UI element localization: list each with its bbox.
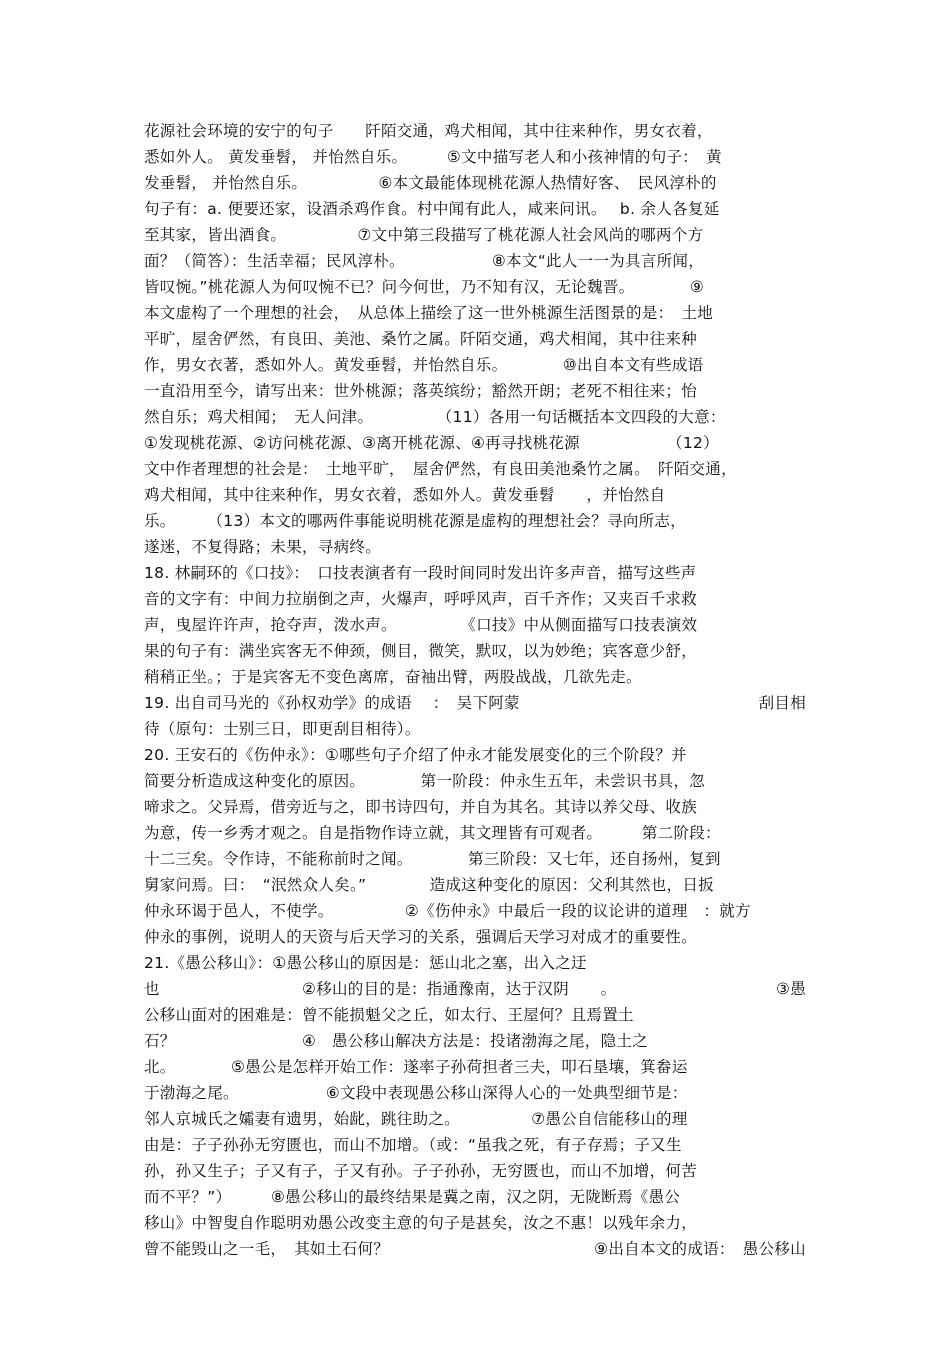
text-line: 孙，孙又生子；子又有子，子又有孙。子子孙孙，无穷匮也，而山不加增，何苦 xyxy=(144,1162,698,1180)
text-line: 果的句子有：满坐宾客无不伸颈，侧目，微笑，默叹，以为妙绝；宾客意少舒， xyxy=(144,642,698,660)
text-line-right: ⑨出自本文的成语： 愚公移山 xyxy=(594,1240,806,1258)
text-line: 为意，传一乡秀才观之。自是指物作诗立就，其文理皆有可观者。 第二阶段： xyxy=(144,824,721,842)
text-line: 移山》中智叟自作聪明劝愚公改变主意的句子是甚矣，汝之不惠！以残年余力， xyxy=(144,1214,698,1232)
text-line: 稍稍正坐。；于是宾客无不变色离席，奋袖出臂，两股战战，几欲先走。 xyxy=(144,668,642,686)
text-line: 作，男女衣著，悉如外人。黄发垂髫，并怡然自乐。 ⑩出自本文有些成语 xyxy=(144,356,704,374)
text-line: 音的文字有：中间力拉崩倒之声，火爆声，呼呼风声，百千齐作；又夹百千求救 xyxy=(144,590,698,608)
text-line: 鸡犬相闻，其中往来种作，男女衣着，悉如外人。黄发垂髫 ，并怡然自 xyxy=(144,486,666,504)
text-line: 于渤海之尾。 ⑥文段中表现愚公移山深得人心的一处典型细节是： xyxy=(144,1084,688,1102)
text-line: 十二三矣。令作诗，不能称前时之闻。 第三阶段：又七年，还自扬州，复到 xyxy=(144,850,721,868)
text-line: 面？（简答）：生活幸福；民风淳朴。 ⑧本文“此人一一为具言所闻， xyxy=(144,252,705,270)
text-line: 遂迷，不复得路；未果，寻病终。 xyxy=(144,538,382,556)
text-line: 悉如外人。 黄发垂髫， 并怡然自乐。 ⑤文中描写老人和小孩神情的句子： 黄 xyxy=(144,148,722,166)
text-line: 19. 出自司马光的《孙权劝学》的成语 ： 吴下阿蒙 xyxy=(144,694,520,712)
text-line: 18. 林嗣环的《口技》： 口技表演者有一段时间同时发出许多声音，描写这些声 xyxy=(144,564,697,582)
text-line: 花源社会环境的安宁的句子 阡陌交通，鸡犬相闻，其中往来种作，男女衣着， xyxy=(144,122,713,140)
text-line: 21.《愚公移山》：①愚公移山的原因是：惩山北之塞，出入之迂 xyxy=(144,954,587,972)
text-line: 至其家，皆出酒食。 ⑦文中第三段描写了桃花源人社会风尚的哪两个方 xyxy=(144,226,704,244)
text-line: 仲永环谒于邑人，不使学。 ②《伤仲永》中最后一段的议论讲的道理 ：就方 xyxy=(144,902,751,920)
text-line: 句子有：a. 便要还家，设酒杀鸡作食。村中闻有此人，咸来问讯。 b. 余人各复延 xyxy=(144,200,720,218)
text-line: 皆叹惋。”桃花源人为何叹惋不已？问今何世，乃不知有汉，无论魏晋。 ⑨ xyxy=(144,278,705,296)
text-line: 舅家问焉。曰： “泯然众人矣。” 造成这种变化的原因：父利其然也，日扳 xyxy=(144,876,714,894)
text-line: 仲永的事例，说明人的天资与后天学习的关系，强调后天学习对成才的重要性。 xyxy=(144,928,698,946)
text-line: 乐。 （13）本文的哪两件事能说明桃花源是虚构的理想社会？寻向所志， xyxy=(144,512,687,530)
text-line-right: ③愚 xyxy=(776,980,806,998)
text-line: ①发现桃花源、②访问桃花源、③离开桃花源、④再寻找桃花源 （12） xyxy=(144,434,719,452)
text-line: 由是：子子孙孙无穷匮也，而山不加增。（或：“虽我之死，有子存焉；子又生 xyxy=(144,1136,682,1154)
text-line: 然自乐；鸡犬相闻； 无人问津。 （11）各用一句话概括本文四段的大意： xyxy=(144,408,726,426)
text-line: 声，曳屋许许声，抢夺声，泼水声。 《口技》中从侧面描写口技表演效 xyxy=(144,616,698,634)
text-line: 本文虚构了一个理想的社会， 从总体上描绘了这一世外桃源生活图景的是： 土地 xyxy=(144,304,714,322)
text-line: 而不平？”） ⑧愚公移山的最终结果是冀之南，汉之阴，无陇断焉《愚公 xyxy=(144,1188,681,1206)
text-line: 公移山面对的困难是：曾不能损魁父之丘，如太行、王屋何？且焉置土 xyxy=(144,1006,634,1024)
text-line: 待（原句：士别三日，即更刮目相待）。 xyxy=(144,720,421,738)
text-line: 曾不能毁山之一毛， 其如土石何？ xyxy=(144,1240,390,1258)
text-line: 啼求之。父异焉，借旁近与之，即书诗四句，并自为其名。其诗以养父母、收族 xyxy=(144,798,698,816)
text-line: 北。 ⑤愚公是怎样开始工作：遂率子孙荷担者三夫，叩石垦壤，箕畚运 xyxy=(144,1058,688,1076)
text-line: 也 ②移山的目的是：指通豫南，达于汉阴 。 xyxy=(144,980,617,998)
text-line: 发垂髫， 并怡然自乐。 ⑥本文最能体现桃花源人热情好客、 民风淳朴的 xyxy=(144,174,717,192)
text-line-right: 刮目相 xyxy=(758,694,806,712)
text-line: 一直沿用至今，请写出来：世外桃源；落英缤纷；豁然开朗；老死不相往来；怡 xyxy=(144,382,698,400)
text-line: 平旷，屋舍俨然，有良田、美池、桑竹之属。阡陌交通，鸡犬相闻，其中往来种 xyxy=(144,330,698,348)
text-line: 邻人京城氏之孀妻有遗男，始龀，跳往助之。 ⑦愚公自信能移山的理 xyxy=(144,1110,688,1128)
text-line: 石？ ④ 愚公移山解决方法是：投诸渤海之尾，隐土之 xyxy=(144,1032,648,1050)
text-line: 文中作者理想的社会是： 土地平旷， 屋舍俨然，有良田美池桑竹之属。 阡陌交通， xyxy=(144,460,737,478)
text-line: 简要分析造成这种变化的原因。 第一阶段：仲永生五年，未尝识书具，忽 xyxy=(144,772,706,790)
text-line: 20. 王安石的《伤仲永》：①哪些句子介绍了仲永才能发展变化的三个阶段？并 xyxy=(144,746,687,764)
